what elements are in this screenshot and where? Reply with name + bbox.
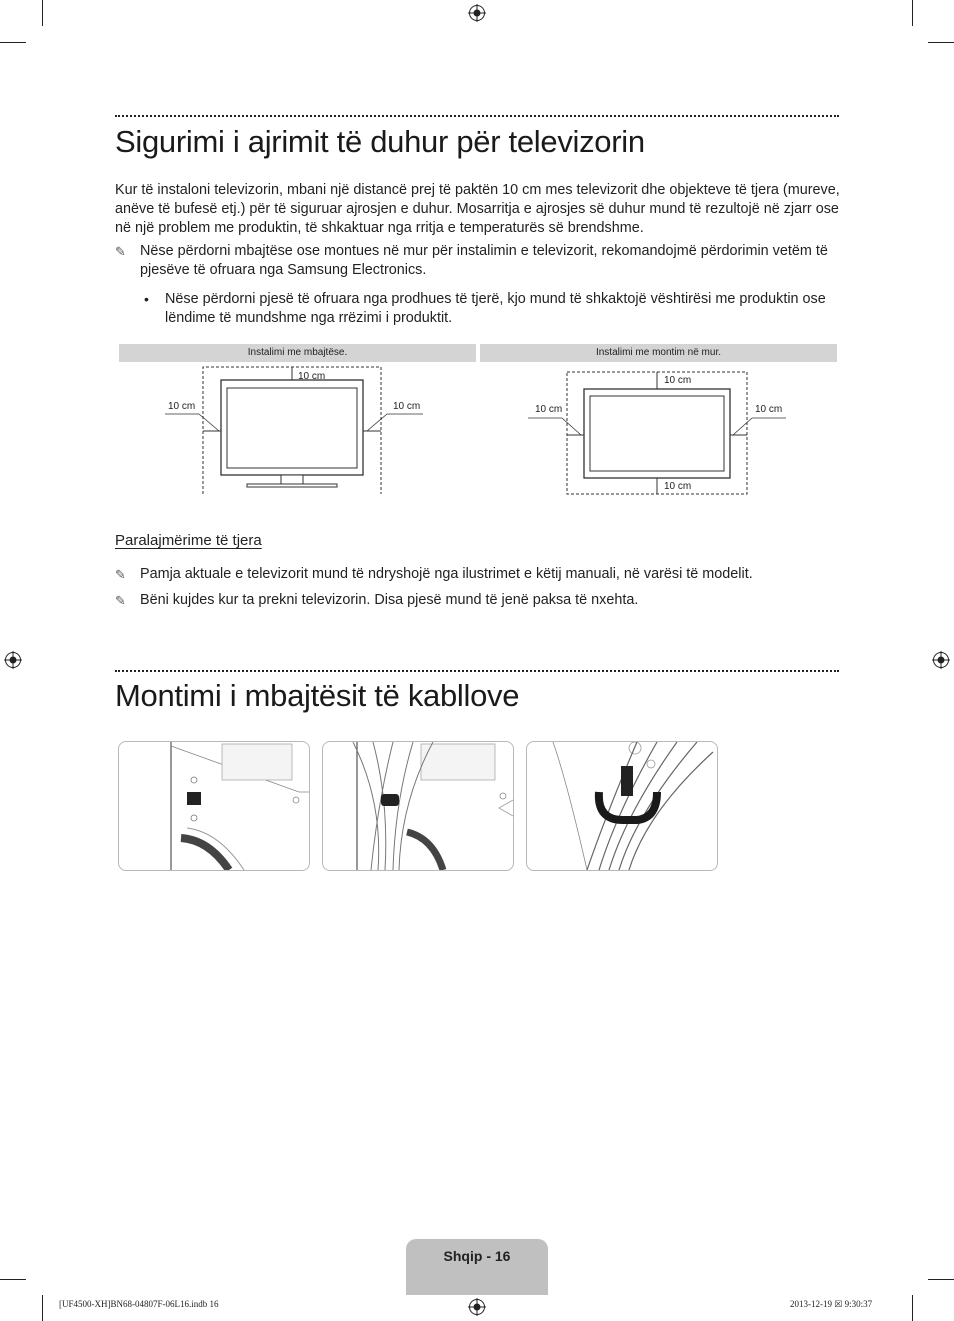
tv-back-with-slot-illustration: [119, 742, 309, 870]
section-divider: [115, 115, 839, 117]
cables-through-holder-illustration: [323, 742, 513, 870]
warning-hot-parts: Bëni kujdes kur ta prekni televizorin. Disa pjesë mund të jenë paksa të nxehta.: [140, 592, 639, 608]
pencil-note-icon: ✎: [115, 567, 126, 582]
note-samsung-parts: Nëse përdorni mbajtëse ose montues në mur për instalimin e televizorit, rekomandojmë përdorimin vetëm të pjesëve të ofruara nga Samsung Electronics.: [140, 243, 828, 279]
registration-mark-icon: [468, 1298, 486, 1316]
cable-holder-step-3-closeup: [526, 741, 718, 871]
crop-mark-br-h: [928, 1279, 954, 1280]
wall-left-clearance-label: 10 cm: [535, 404, 563, 415]
diagram-title-wall: Instalimi me montim në mur.: [480, 344, 837, 362]
page-number-tab: Shqip - 16: [406, 1239, 548, 1295]
date-slug: 2013-12-19 ☒ 9:30:37: [790, 1299, 873, 1309]
intro-paragraph: Kur të instaloni televizorin, mbani një distancë prej të paktën 10 cm mes televizorit dhe objekteve të tjera (mureve, anëve të bufesë etj.) për të siguruar ajrosjen e duhur. Mosarritja e ajrosjes së duhur mund të rezultojë në zjarr ose në një problem me produktin, të shkaktuar nga rritja e temperaturës së brendshme.: [115, 182, 840, 237]
bullet-dot: •: [144, 291, 149, 307]
registration-mark-icon: [468, 4, 486, 22]
cable-holder-closeup-illustration: [527, 742, 717, 870]
cable-holder-step-2: [322, 741, 514, 871]
crop-mark-tr-h: [928, 42, 954, 43]
section-divider: [115, 670, 839, 672]
stand-right-clearance-label: 10 cm: [393, 401, 421, 412]
pencil-note-icon: ✎: [115, 593, 126, 608]
wall-mount-installation-diagram: [480, 362, 837, 496]
bullet-third-party-parts: Nëse përdorni pjesë të ofruara nga prodhues të tjerë, kjo mund të shkaktojë vështirësi me produktin ose lëndime të mundshme nga rrëzimi i produktit.: [165, 291, 826, 327]
wall-bottom-clearance-label: 10 cm: [664, 481, 692, 492]
crop-mark-bl-h: [0, 1279, 26, 1280]
crop-mark-tl-v: [42, 0, 43, 26]
warnings-title: Paralajmërime të tjera: [115, 532, 262, 549]
diagram-title-stand: Instalimi me mbajtëse.: [119, 344, 476, 362]
wall-top-clearance-label: 10 cm: [664, 375, 692, 386]
registration-mark-icon: [932, 651, 950, 669]
crop-mark-tr-v: [912, 0, 913, 26]
stand-top-clearance-label: 10 cm: [298, 371, 326, 382]
section-title-cable-holder: Montimi i mbajtësit të kabllove: [115, 678, 520, 713]
crop-mark-tl-h: [0, 42, 26, 43]
wall-right-clearance-label: 10 cm: [755, 404, 783, 415]
crop-mark-bl-v: [42, 1295, 43, 1321]
cable-holder-step-1: [118, 741, 310, 871]
pencil-note-icon: ✎: [115, 244, 126, 259]
stand-left-clearance-label: 10 cm: [168, 401, 196, 412]
file-slug: [UF4500-XH]BN68-04807F-06L16.indb 16: [59, 1299, 219, 1309]
registration-mark-icon: [4, 651, 22, 669]
section-title-ventilation: Sigurimi i ajrimit të duhur për televizorin: [115, 124, 645, 159]
crop-mark-br-v: [912, 1295, 913, 1321]
warning-appearance: Pamja aktuale e televizorit mund të ndryshojë nga ilustrimet e këtij manuali, në varësi të modelit.: [140, 566, 753, 582]
